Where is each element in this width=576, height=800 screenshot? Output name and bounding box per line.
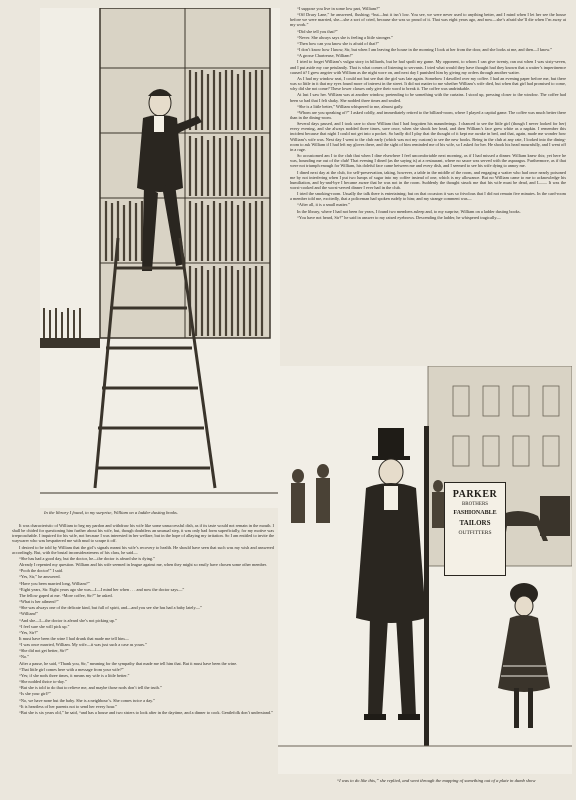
paragraph: “She has had a good day, but the doctor, he—the doctor is afeard she is dying.” [19, 555, 156, 561]
paragraph: “I don’t know how I know, Sir, but when I am leaving the house in the morning I look at her from the door, and she looks at me, and then—I know.” [297, 47, 553, 53]
story-text-column-top-right [290, 6, 566, 363]
paragraph: “I was once married, William. My wife—it was just such a case as yours.” [19, 642, 147, 648]
paragraph: I desired to be told by William that the girl’s signals meant his wife’s recovery to health. He should have seen that such was my wish and answered accordingly. But, with the brutal inconsiderateness of his class, he said— [12, 544, 274, 555]
paragraph: It must have been the wine I had drunk that made me tell him— [19, 635, 129, 641]
paragraph: “Yes, Sir?” [19, 629, 39, 635]
sign-line-tailors: TAILORS [459, 519, 491, 527]
paragraph: The fellow gaped at me. “More coffee, Sir?” he asked. [19, 592, 113, 598]
library-illustration [40, 8, 280, 508]
paragraph: “Yes; if she nods three times, it means my wife is a little better.” [19, 672, 130, 678]
story-text-column-bottom-left [12, 523, 274, 793]
paragraph: “I suppose you live in some low part, William?” [297, 6, 380, 11]
tailor-shop-sign [444, 482, 506, 576]
sign-line-brothers: BROTHERS [461, 502, 489, 507]
sign-line-outfitters: OUTFITTERS [458, 530, 492, 536]
paragraph: “Off Drury Lane,” he answered, flushing; “but—but it isn’t low. You see, we were never used to anything better, and I mind when I let her see the house before we were married, she—she a sort of cried, because she was so proud of it. That was eight years ago, and now—she’s afraid she’ll die when I’m away at my work.” [290, 12, 566, 28]
paragraph: “Did she tell you that?” [297, 28, 338, 34]
sign-line-parker: PARKER [452, 489, 498, 500]
paragraph: “No, we have none but the baby. She is a neighbour’s. She comes twice a day.” [19, 697, 155, 703]
paragraph: “Is she your girl?” [19, 691, 51, 697]
paragraph: “She was always one of the delicate kind, but full of spirit, and—and you see she has had a baby lately—” [19, 605, 202, 611]
library-scene-drawing [40, 8, 280, 508]
paragraph: “Never. She always says she is feeling a little stronger.” [297, 34, 393, 40]
paragraph: “William!” [19, 611, 39, 617]
paragraph: “I feel sure she will pick up.” [19, 623, 70, 629]
paragraph: Several days passed, and I took care to show William that I had forgotten his maunderings. I chanced to see the little girl (though I never looked for her) every evening, and she always nodded three times, save once, when she shook her head, and then William’s face grew white as a napkin. I remember this incident because that night I could not get into a pocket. So badly did I play that the thought of it kept me awake in bed, and that, again, made me wonder how William’s wife was. Next day I went to the club early (which was not my custom) to see the new books. Being in the club at any rate, I looked into the dining-room to ask William if I had left my gloves there, and the sight of him reminded me of his wife, so I asked for her. He shook his head mournfully, and I went off in a rage. [290, 121, 566, 152]
paragraph: “It is heartless of her parents not to send her every hour.” [19, 703, 118, 709]
paragraph: “Have you been married long, William?” [19, 580, 90, 586]
paragraph: I dined next day at the club, for self-preservation, taking, however, a table in the middle of the room, and engaging a waiter who had once nearly poisoned me by not interfering when I put two lumps of sugar into my coffee instead of one, which is my allowance. But no William came to me to acknowledge his humiliation, and by-and-bye I became aware that he was not in the room. Suddenly the thought struck me that his wife must be dead, and I—— It was the worst-cooked and the worst-served dinner I ever had in the club. [290, 169, 566, 190]
paragraph: Already I repented my question. William and his wife seemed in league against me, when they might so easily have chosen some other member. [19, 562, 267, 568]
paragraph: “After all, it is a small matter.” [297, 202, 350, 208]
paragraph: “She did not get better, Sir?” [19, 648, 69, 654]
street-illustration [278, 366, 572, 774]
paragraph: As I had my window seat, I could not but see that the girl was late again. Somehow I dawdled over my coffee. I had an evening paper before me, but there was so little in it that my eyes found more of interest in the street. It did not matter to me whether William’s wife died, but when that girl had promised to come, why did she not come? These lower classes only give their word to break it. The coffee was undrinkable. [290, 75, 566, 92]
paragraph: At last I saw her. William was at another window, pretending to be something with the curtains. I stood up, pressing closer to the window. The coffee had been so bad that I felt shaky. She nodded three times and smiled. [290, 92, 566, 103]
paragraph: “Yes, Sir,” he answered. [19, 574, 61, 580]
paragraph: “Eight years, Sir. Eight years ago she was—I—I mind her when . . . and now the doctor says—” [19, 586, 185, 592]
paragraph: “Whom are you speaking of?” I asked coldly, and immediately retired to the billiard-room, where I played a capital game. The coffee was much better there than in the dining-room. [290, 109, 566, 120]
paragraph: “She nodded thrice to-day.” [19, 679, 67, 685]
paragraph: “That little girl comes here with a message from your wife?” [19, 666, 124, 672]
paragraph: “What is her ailment?” [19, 599, 59, 605]
paragraph: “You have not heard, Sir?” he said in answer to my raised eyebrows. Descending the ladder, he whispered tragically— [297, 214, 501, 220]
paragraph: “But she is told to do that to relieve me, and maybe those nods don’t tell the truth.” [19, 685, 162, 691]
paragraph: “No.” [19, 654, 30, 660]
paragraph: In the library, where I had not been for years, I found two members asleep and, to my surprise, William on a ladder dusting books. [297, 208, 521, 214]
paragraph: “But she is six years old,” he said, “and has a house and two sisters to look after in the daytime, and a dinner to cook. Gentlefolk don’t understand.” [19, 709, 273, 715]
paragraph: I tried the smoking-room. Usually the talk there is entertaining; but on that occasion it was so frivolous that I did not remain five minutes. In the card-room a member told me, excitedly, that a policeman had spoken rudely to him; and my strange comment was— [290, 191, 566, 202]
sign-line-fashionable: FASHIONABLE [453, 510, 497, 516]
library-caption: In the library I found, to my surprise, William on a ladder dusting books. [44, 510, 178, 515]
paragraph: “Then how can you know she is afraid of that?” [297, 40, 380, 46]
street-caption: “I was to do like this,” she replied, and went through the mapping of something out of a plate in dumb show [336, 778, 536, 783]
paragraph: “And she—I—the doctor is afeard she’s not picking up.” [19, 617, 117, 623]
paragraph: “A grosse Chartreuse, William!” [297, 53, 353, 59]
paragraph: It was characteristic of William to beg my pardon and withdraw his wife like some unsuccessful dish, as if its taste would not remain in the mouth. I shall be chided for questioning him further about his wife, but, though doubtless an unusual step, it was only bad form superficially, for my motive was irreproachable. I inquired for his wife, not because I was interested in her welfare, but in the hope of allaying my irritation. So I am entitled to invite the waywarer who was bespattered me with mud to scrape it off. [12, 523, 274, 544]
paragraph: I tried to forget William’s vulgar story in billiards, but he had spoilt my game. My opponent, to whom I can give twenty, ran out when I was sixty-seven, and I put aside my cue petulantly. That is what comes of listening to servants. I tried what would they have thought had they known that a waiter’s impertinence caused it? I grew angrier with William as the night wore on, and next day I punished him by giving my orders through another waiter. [290, 59, 566, 75]
paragraph: “She is a little better,” William whispered to me, almost gaily. [297, 103, 404, 109]
street-scene-drawing [278, 366, 572, 774]
paragraph: “Pooh the doctor!” I said. [19, 568, 64, 574]
paragraph: So accustomed am I to the club that when I dine elsewhere I feel uncomfortable next morning, as if I had missed a dinner. William knew this; yet here he was, hounding me out of the club! That evening I dined (as the saying is) at a restaurant, where no sauce was served with the asparagus. Furthermore, as if that were not triumph enough for William, his doleful face came between me and every dish, and I seemed to see his wife dying to annoy me. [290, 153, 566, 169]
paragraph: After a pause, he said, “Thank you, Sir,” meaning for the sympathy that made me tell him that. But it must have been the wine. [19, 660, 238, 666]
